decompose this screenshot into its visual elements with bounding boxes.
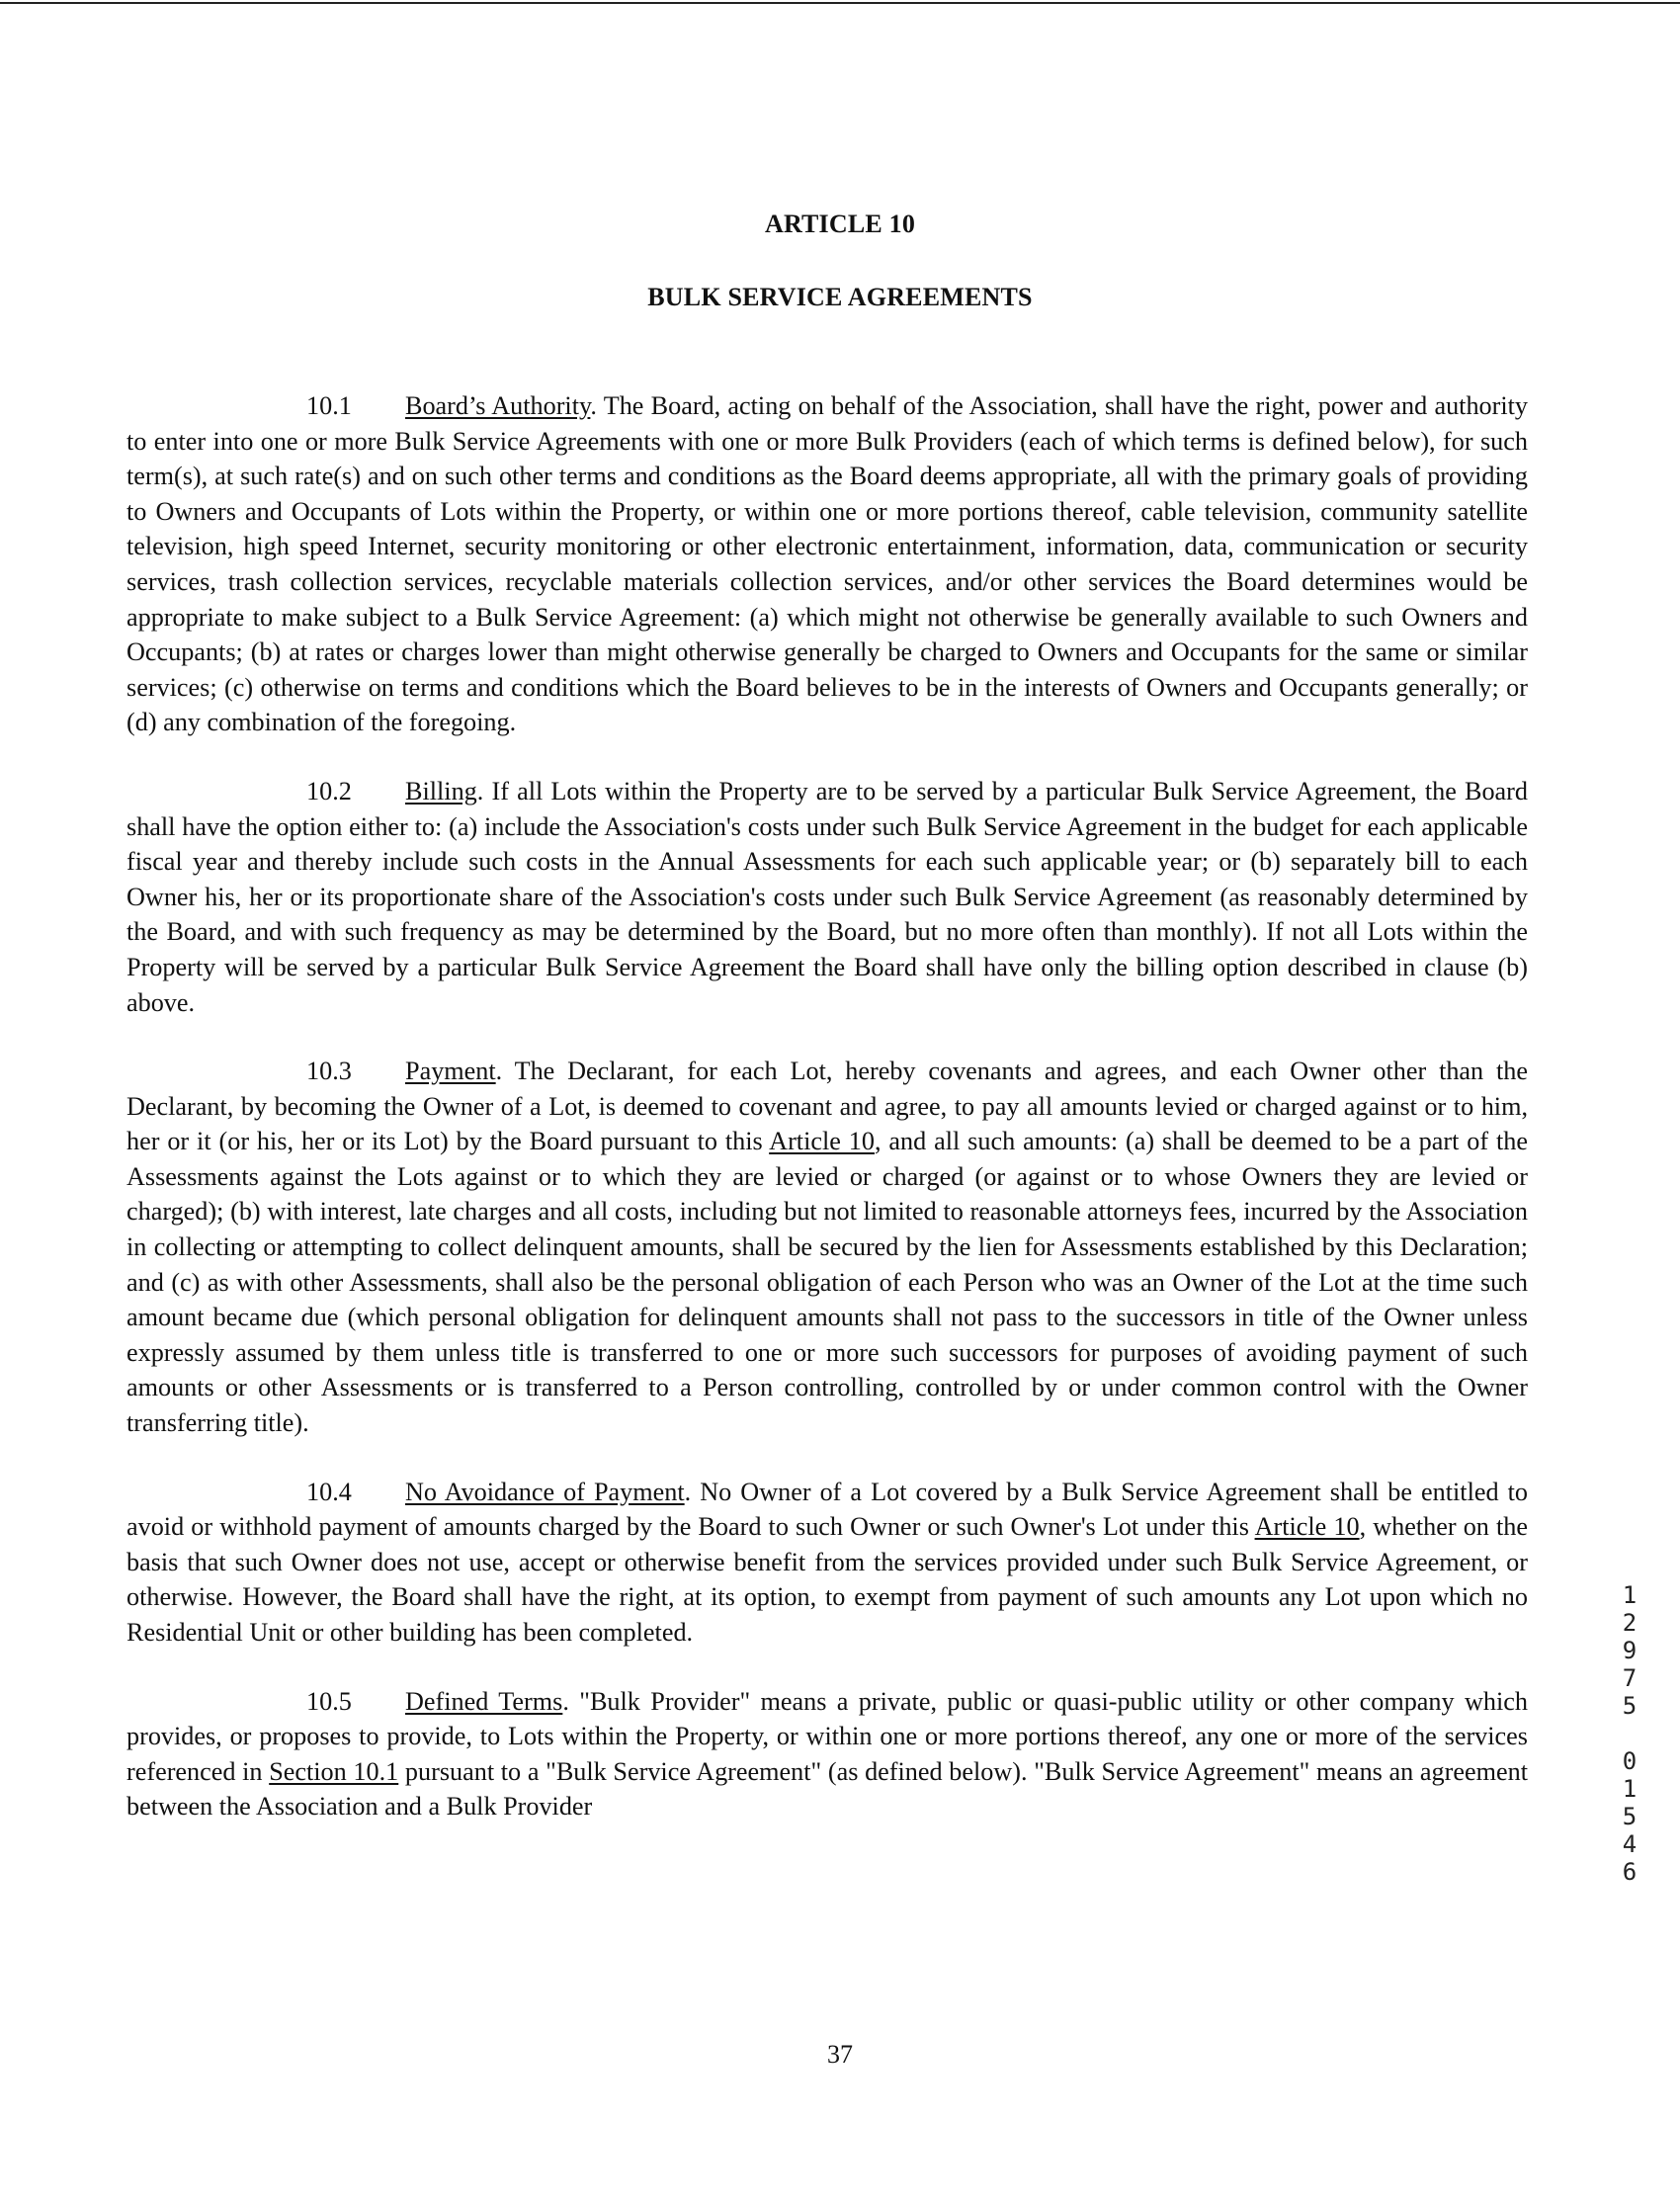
section-10-1 xyxy=(126,388,1528,740)
article-number: ARTICLE 10 xyxy=(764,210,916,238)
section-text-continued: , and all such amounts: (a) shall be deemed to be a part of the Assessments against the Lots against or to which they are levied or charged (or against or to whose Owners they are levied or charged); (b) with interest, late charges and all costs, including but not limited to reasonable attorneys fees, incurred by the Association in collecting or attempting to collect delinquent amounts, shall be secured by the lien for Assessments established by this Declaration; and (c) as with other Assessments, shall also be the personal obligation of each Person who was an Owner of the Lot at the time such amount became due (which personal obligation for delinquent amounts shall not pass to the successors in title of the Owner unless expressly assumed by them unless title is transferred to one or more such successors for purposes of avoiding payment of such amounts or other Assessments or is transferred to a Person controlling, controlled by or under common control with the Owner transferring title). xyxy=(126,1127,1528,1438)
section-number: 10.4 xyxy=(306,1477,352,1506)
section-heading: No Avoidance of Payment xyxy=(405,1477,685,1506)
section-10-4 xyxy=(126,1475,1528,1651)
section-10-3 xyxy=(126,1054,1528,1441)
stamp-gap xyxy=(1615,1720,1644,1747)
section-10-2 xyxy=(126,774,1528,1020)
section-text: . The Declarant, for each Lot, hereby covenants and agrees, and each Owner other than the Declarant, by becoming the Owner of a Lot, is deemed to covenant and agree, to pay all amounts levied or charged against or to him, her or it (or his, her or its Lot) by the Board pursuant to this xyxy=(126,1057,1528,1156)
top-border-line xyxy=(0,2,1680,4)
section-heading: Payment xyxy=(405,1057,496,1086)
article-title: BULK SERVICE AGREEMENTS xyxy=(647,283,1033,311)
article-body xyxy=(126,388,1528,1858)
section-text-continued: pursuant to a "Bulk Service Agreement" (as defined below). "Bulk Service Agreement" means an agreement between the Association and a Bulk Provider xyxy=(126,1756,1528,1822)
stamp-digit: 2 xyxy=(1622,1609,1638,1637)
page-number: 37 xyxy=(827,2040,853,2069)
section-text: . If all Lots within the Property are to be served by a particular Bulk Service Agreement, the Board shall have the option either to: (a) include the Association's costs under such Bulk Service Agreement in the budget for each applicable fiscal year and thereby include such costs in the Annual Assessments for each such applicable year; or (b) separately bill to each Owner his, her or its proportionate share of the Association's costs under such Bulk Service Agreement (as reasonably determined by the Board, and with such frequency as may be determined by the Board, but no more often than monthly). If not all Lots within the Property will be served by a particular Bulk Service Agreement the Board shall have only the billing option described in clause (b) above. xyxy=(126,776,1528,1017)
section-heading: Defined Terms xyxy=(405,1686,563,1716)
stamp-digit: 4 xyxy=(1622,1830,1638,1858)
stamp-digit: 5 xyxy=(1622,1803,1638,1830)
stamp-digit: 0 xyxy=(1622,1747,1638,1775)
section-text: . "Bulk Provider" means a private, public or quasi-public utility or other company which provides, or proposes to provide, to Lots within the Property, or within one or more portions thereof, any one or more of the services referenced in xyxy=(126,1686,1528,1786)
section-number: 10.1 xyxy=(306,391,352,420)
cross-reference: Article 10 xyxy=(1254,1512,1360,1542)
stamp-digit: 1 xyxy=(1622,1775,1638,1803)
section-number: 10.2 xyxy=(306,776,352,805)
cross-reference: Article 10 xyxy=(769,1127,875,1156)
recording-stamp xyxy=(1615,1581,1644,1886)
section-text: . No Owner of a Lot covered by a Bulk Service Agreement shall be entitled to avoid or withhold payment of amounts charged by the Board to such Owner or such Owner's Lot under this xyxy=(126,1477,1528,1542)
section-10-5 xyxy=(126,1684,1528,1824)
section-number: 10.5 xyxy=(306,1686,352,1716)
section-heading: Board’s Authority xyxy=(405,391,591,420)
section-text-continued: , whether on the basis that such Owner does not use, accept or otherwise benefit from the services provided under such Bulk Service Agreement, or otherwise. However, the Board shall have the right, at its option, to exempt from payment of such amounts any Lot upon which no Residential Unit or other building has been completed. xyxy=(126,1512,1528,1647)
cross-reference: Section 10.1 xyxy=(269,1756,399,1786)
stamp-digit: 1 xyxy=(1622,1581,1638,1609)
stamp-digit: 9 xyxy=(1622,1637,1638,1664)
section-number: 10.3 xyxy=(306,1057,352,1086)
stamp-digit: 6 xyxy=(1622,1858,1638,1886)
section-text: . The Board, acting on behalf of the Association, shall have the right, power and authority to enter into one or more Bulk Service Agreements with one or more Bulk Providers (each of which terms is defined below), for such term(s), at such rate(s) and on such other terms and conditions as the Board deems appropriate, all with the primary goals of providing to Owners and Occupants of Lots within the Property, or within one or more portions thereof, cable television, community satellite television, high speed Internet, security monitoring or other electronic entertainment, information, data, communication or security services, trash collection services, recyclable materials collection services, and/or other services the Board determines would be appropriate to make subject to a Bulk Service Agreement: (a) which might not otherwise be generally available to such Owners and Occupants; (b) at rates or charges lower than might otherwise generally be charged to Owners and Occupants for the same or similar services; (c) otherwise on terms and conditions which the Board believes to be in the interests of Owners and Occupants generally; or (d) any combination of the foregoing. xyxy=(126,391,1529,737)
stamp-digit: 7 xyxy=(1622,1664,1638,1692)
section-heading: Billing xyxy=(405,776,477,805)
stamp-digit: 5 xyxy=(1622,1692,1638,1720)
